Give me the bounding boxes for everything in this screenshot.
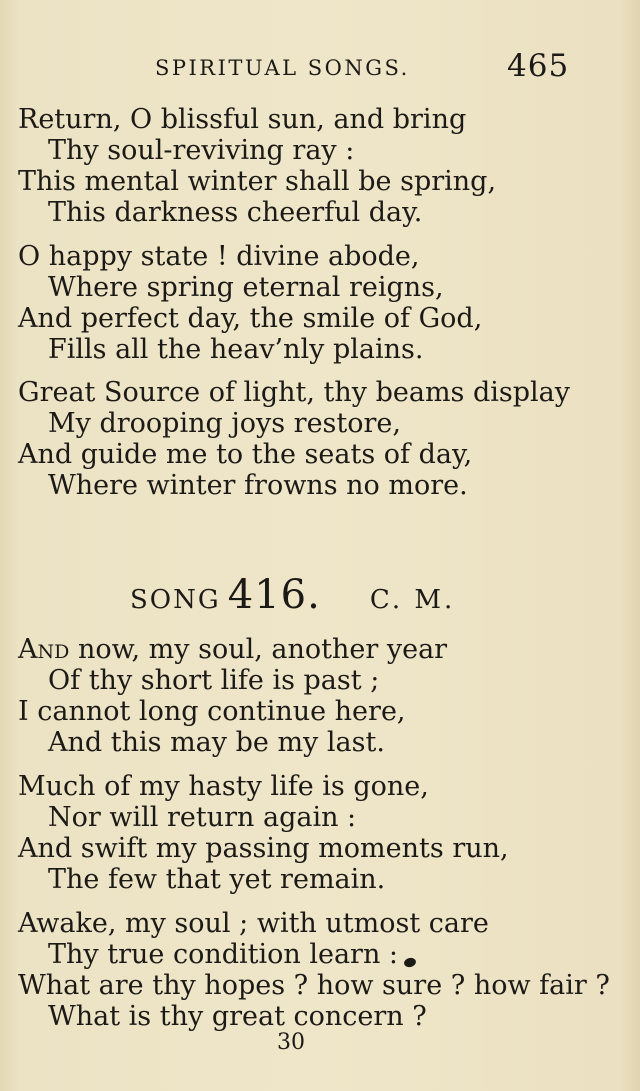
verse-line: Fills all the heav’nly plains.	[48, 334, 424, 365]
verse-line: Where spring eternal reigns,	[48, 272, 444, 303]
verse-line	[18, 634, 447, 665]
verse-line: And swift my passing moments run,	[18, 833, 509, 864]
verse-line: Where winter frowns no more.	[48, 470, 468, 501]
verse-line: O happy state ! divine abode,	[18, 241, 420, 272]
stanza	[18, 908, 610, 1032]
verse-line: This mental winter shall be spring,	[18, 166, 497, 197]
page-header	[0, 48, 640, 88]
verse-line: And perfect day, the smile of God,	[18, 303, 483, 334]
verse-line: This darkness cheerful day.	[48, 197, 423, 228]
verse-line: Great Source of light, thy beams display	[18, 377, 571, 408]
song-heading	[130, 572, 455, 622]
verse-line: Nor will return again :	[48, 802, 357, 833]
verse-line: Awake, my soul ; with utmost care	[18, 908, 489, 939]
verse-line: The few that yet remain.	[48, 864, 386, 895]
signature-mark: 30	[277, 1030, 305, 1055]
verse-line: Thy soul-reviving ray :	[48, 135, 355, 166]
verse-line: And this may be my last.	[48, 727, 385, 758]
verse-line: Much of my hasty life is gone,	[18, 771, 429, 802]
stanza	[18, 634, 447, 758]
stanza	[18, 771, 509, 895]
song-label: SONG	[130, 585, 221, 615]
stanza	[18, 377, 570, 501]
song-number: 416.	[227, 572, 321, 618]
verse-line: Return, O blissful sun, and bring	[18, 104, 467, 135]
song-meter: C. M.	[369, 585, 456, 615]
verse-line: What are thy hopes ? how sure ? how fair ?	[18, 970, 610, 1001]
page-number: 465	[507, 48, 570, 84]
running-head: SPIRITUAL SONGS.	[155, 56, 410, 80]
verse-line: And guide me to the seats of day,	[18, 439, 473, 470]
stanza	[18, 241, 482, 365]
initial-word: And	[18, 634, 70, 665]
verse-line: My drooping joys restore,	[48, 408, 401, 439]
stanza	[18, 104, 496, 228]
verse-line: Thy true condition learn :	[48, 939, 399, 970]
verse-line: What is thy great concern ?	[48, 1001, 427, 1032]
verse-line: I cannot long continue here,	[18, 696, 406, 727]
verse-line-rest: now, my soul, another year	[69, 634, 448, 665]
verse-line: Of thy short life is past ;	[48, 665, 380, 696]
